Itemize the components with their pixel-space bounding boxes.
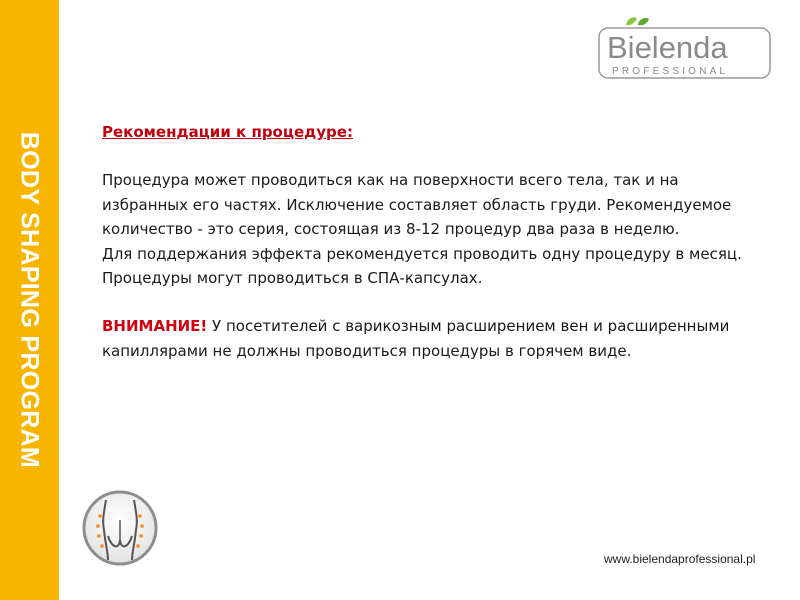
leaf-icon (626, 17, 649, 25)
logo-tagline: PROFESSIONAL (612, 66, 729, 77)
body-contour-icon (82, 490, 158, 566)
warning-paragraph (102, 314, 742, 363)
paragraph-maintenance: Для поддержания эффекта рекомендуется проводить одну процедуру в месяц. Процедуры могут проводиться в СПА-капсулах. (102, 244, 742, 288)
logo-name: Bielenda (607, 30, 728, 65)
sidebar-title: BODY SHAPING PROGRAM (15, 131, 44, 469)
website-url: www.bielendaprofessional.pl (604, 552, 756, 566)
main-content (102, 120, 742, 363)
sidebar (0, 0, 59, 600)
paragraph-recommendations: Процедура может проводиться как на поверхности всего тела, так и на избранных его частях. Исключение составляет область груди. Рекомендуемое количество - это серия, состоящая из 8-12 процедур два раза в неделю. (102, 171, 732, 239)
brand-logo (596, 14, 774, 84)
warning-label: ВНИМАНИЕ! (102, 317, 208, 336)
warning-text: У посетителей с варикозным расширением вен и расширенными капиллярами не должны проводиться процедуры в горячем виде. (102, 317, 730, 360)
section-heading: Рекомендации к процедуре: (102, 123, 353, 141)
